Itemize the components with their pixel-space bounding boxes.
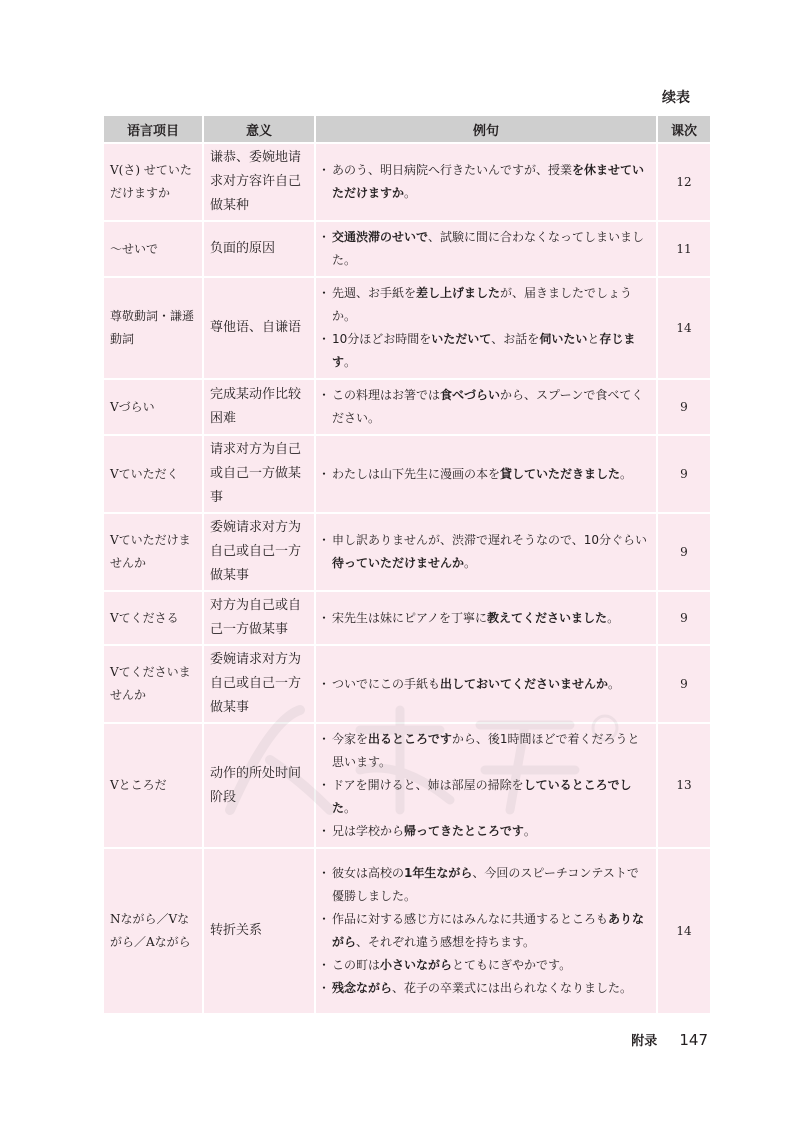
example-sentence (320, 607, 650, 630)
table-body (104, 144, 710, 1013)
example-text: 先週、お手紙を (332, 286, 417, 300)
cell-examples (316, 724, 656, 847)
cell-lesson: 9 (658, 514, 710, 590)
example-highlight: 残念ながら (332, 981, 393, 995)
example-highlight: 交通渋滞のせいで (332, 230, 429, 244)
example-sentence (320, 226, 650, 272)
cell-lesson: 9 (658, 380, 710, 434)
example-sentence (320, 862, 650, 908)
cell-examples (316, 144, 656, 220)
example-text: 。 (523, 824, 536, 838)
table-row (104, 849, 710, 1013)
example-text: 、試験に間に合わなくなってしまいました。 (332, 230, 645, 267)
cell-meaning: 请求对方为自己或自己一方做某事 (204, 436, 314, 512)
example-highlight: 存じます (332, 332, 636, 369)
example-sentence (320, 977, 650, 1000)
cell-item: ～せいで (104, 222, 202, 276)
example-text: 作品に対する感じ方にはみんなに共通するところも (332, 912, 609, 926)
example-sentence (320, 673, 650, 696)
example-highlight: ありながら (332, 912, 645, 949)
example-text: 。 (344, 355, 357, 369)
cell-meaning: 动作的所处时间阶段 (204, 724, 314, 847)
cell-lesson: 12 (658, 144, 710, 220)
example-text: 。 (404, 186, 417, 200)
example-text: から、後1時間ほどで着くだろうと思います。 (332, 732, 640, 769)
footer-section: 附录 (631, 1034, 658, 1049)
grammar-table (102, 114, 712, 1015)
example-highlight: 教えてくださいました (487, 610, 608, 625)
example-sentence (320, 820, 650, 843)
cell-meaning: 委婉请求对方为自己或自己一方做某事 (204, 646, 314, 722)
cell-item: Vてくださいませんか (104, 646, 202, 722)
example-highlight: 帰ってきたところです (404, 824, 524, 838)
table-header-row (104, 116, 710, 142)
example-sentence (320, 774, 650, 820)
cell-lesson: 9 (658, 646, 710, 722)
example-highlight: 貸していただきました (500, 466, 621, 481)
example-text: 、花子の卒業式には出られなくなりました。 (392, 981, 633, 995)
cell-meaning: 尊他语、自谦语 (204, 278, 314, 378)
example-sentence (320, 463, 650, 486)
cell-examples (316, 592, 656, 644)
cell-item: Vていただけませんか (104, 514, 202, 590)
cell-meaning: 委婉请求对方为自己或自己一方做某事 (204, 514, 314, 590)
example-sentence (320, 328, 650, 374)
example-text: この料理はお箸では (332, 388, 441, 402)
example-highlight: いただいて (431, 332, 492, 346)
header-lesson: 课次 (658, 116, 710, 142)
example-sentence (320, 159, 650, 205)
cell-item: Nながら／Vながら／Aながら (104, 849, 202, 1013)
cell-item: Vづらい (104, 380, 202, 434)
cell-item: Vところだ (104, 724, 202, 847)
example-text: 兄は学校から (332, 824, 405, 838)
cell-item: 尊敬動詞・謙遜動詞 (104, 278, 202, 378)
example-text: 10分ほどお時間を (332, 332, 432, 346)
cell-lesson: 13 (658, 724, 710, 847)
example-text: 。 (464, 556, 477, 570)
example-highlight: 差し上げました (416, 286, 501, 300)
example-highlight: 伺いたい (539, 332, 588, 346)
cell-examples (316, 436, 656, 512)
example-text: 。 (607, 610, 620, 625)
example-text: ドアを開けると、姉は部屋の掃除を (332, 778, 524, 792)
example-sentence (320, 908, 650, 954)
example-text: わたしは山下先生に漫画の本を (332, 466, 501, 481)
example-highlight: しているところでした (332, 778, 632, 815)
cell-item: Vてくださる (104, 592, 202, 644)
example-text: 、お話を (491, 332, 540, 346)
cell-examples (316, 222, 656, 276)
example-highlight: 出しておいてくださいませんか (440, 676, 609, 691)
example-text: 。 (620, 466, 633, 481)
cell-examples (316, 380, 656, 434)
example-text: 宋先生は妹にピアノを丁寧に (332, 610, 488, 625)
example-highlight: 小さいながら (380, 958, 453, 972)
example-text: 。 (608, 676, 621, 691)
cell-examples (316, 514, 656, 590)
cell-examples (316, 646, 656, 722)
example-sentence (320, 282, 650, 328)
example-text: この町は (332, 958, 381, 972)
example-text: 、今回のスピーチコンテストで優勝しました。 (332, 866, 639, 903)
cell-meaning: 转折关系 (204, 849, 314, 1013)
example-text: と (587, 332, 600, 346)
example-text: 。 (344, 801, 357, 815)
table-row (104, 436, 710, 512)
example-highlight: 待っていただけませんか (332, 556, 465, 570)
cell-meaning: 谦恭、委婉地请求对方容许自己做某种 (204, 144, 314, 220)
table-row (104, 724, 710, 847)
example-text: 彼女は高校の (332, 866, 405, 880)
cell-examples (316, 278, 656, 378)
cell-meaning: 完成某动作比较困难 (204, 380, 314, 434)
table-row (104, 144, 710, 220)
cell-item: Vていただく (104, 436, 202, 512)
example-sentence (320, 529, 650, 575)
cell-lesson: 9 (658, 436, 710, 512)
table-row (104, 646, 710, 722)
example-highlight: 出るところです (368, 732, 452, 746)
header-meaning: 意义 (204, 116, 314, 142)
header-example: 例句 (316, 116, 656, 142)
continued-label: 续表 (662, 90, 690, 106)
example-sentence (320, 728, 650, 774)
example-highlight: 1年生ながら (404, 866, 473, 880)
table-row (104, 380, 710, 434)
example-text: 、それぞれ違う感想を持ちます。 (356, 935, 536, 949)
cell-lesson: 9 (658, 592, 710, 644)
table-row (104, 592, 710, 644)
cell-lesson: 14 (658, 278, 710, 378)
table-row (104, 222, 710, 276)
example-text: から、スプーンで食べてください。 (332, 388, 644, 425)
example-text: 今家を (332, 732, 369, 746)
example-text: とてもにぎやかです。 (452, 958, 572, 972)
example-sentence (320, 954, 650, 977)
page-number: 147 (679, 1031, 708, 1049)
example-text: 申し訳ありませんが、渋滞で遅れそうなので、10分ぐらい (332, 533, 648, 547)
example-text: あのう、明日病院へ行きたいんですが、授業 (332, 163, 573, 177)
cell-lesson: 14 (658, 849, 710, 1013)
example-text: ついでにこの手紙も (332, 676, 441, 691)
table-row (104, 514, 710, 590)
cell-meaning: 负面的原因 (204, 222, 314, 276)
cell-meaning: 对方为自己或自己一方做某事 (204, 592, 314, 644)
example-highlight: を休ませていただけますか (332, 163, 645, 200)
page-footer (631, 1030, 708, 1049)
header-item: 语言项目 (104, 116, 202, 142)
cell-lesson: 11 (658, 222, 710, 276)
table-row (104, 278, 710, 378)
cell-examples (316, 849, 656, 1013)
example-sentence (320, 384, 650, 430)
example-text: が、届きましたでしょうか。 (332, 286, 633, 323)
cell-item: V(さ) せていただけますか (104, 144, 202, 220)
example-highlight: 食べづらい (440, 388, 501, 402)
